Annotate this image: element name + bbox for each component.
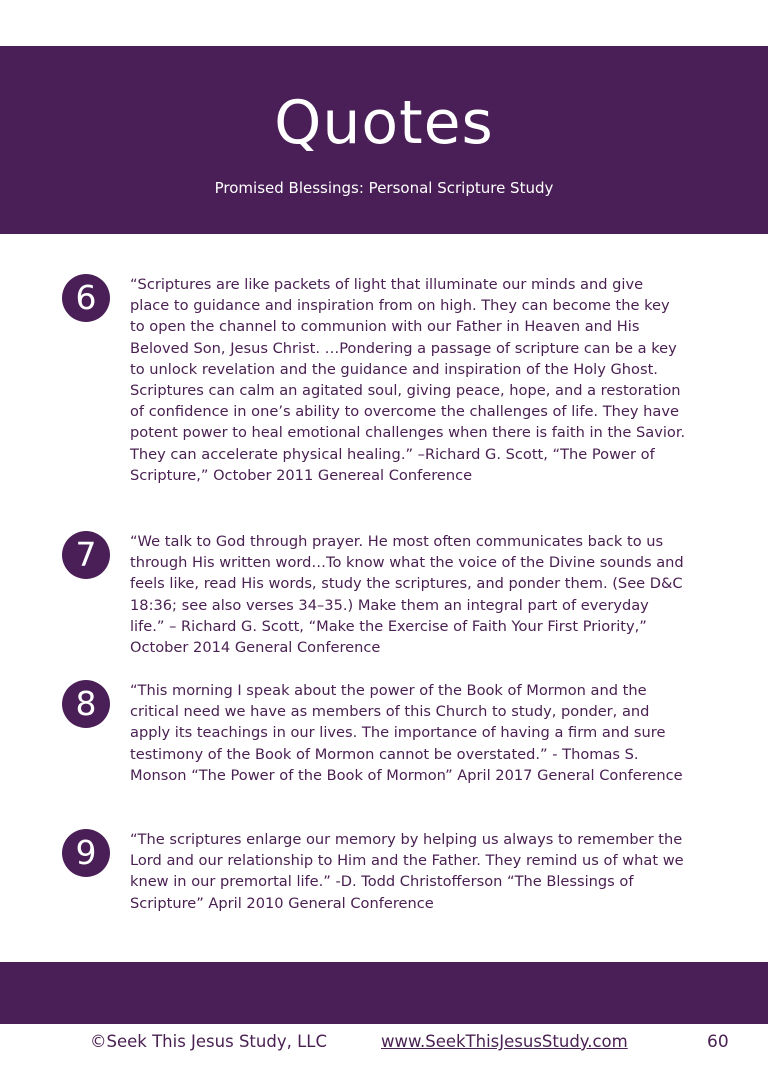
quote-text: “This morning I speak about the power of the Book of Mormon and the critical need we have as members of this Church to study, ponder, and apply its teachings in our lives. The importance of having a firm and sure testimony of the Book of Mormon cannot be overstated.” - Thomas S. Monson “The Power of the Book of Mormon” April 2017 General Conference <box>130 682 683 784</box>
quote-number-badge: 9 <box>62 829 110 877</box>
footer-website-link[interactable]: www.SeekThisJesusStudy.com <box>381 1032 628 1051</box>
quote-number-badge: 7 <box>62 531 110 579</box>
footer-band <box>0 962 768 1024</box>
header-banner <box>0 46 768 234</box>
quote-text: “Scriptures are like packets of light that illuminate our minds and give place to guidance and inspiration from on high. They can become the key to open the channel to communion with our Father in Heaven and His Beloved Son, Jesus Christ. …Pondering a passage of scripture can be a key to unlock revelation and the guidance and inspiration of the Holy Ghost. Scriptures can calm an agitated soul, giving peace, hope, and a restoration of confidence in one’s ability to overcome the challenges of life. They have potent power to heal emotional challenges when there is faith in the Savior. They can accelerate physical healing.” –Richard G. Scott, “The Power of Scripture,” October 2011 Genereal Conference <box>130 276 686 484</box>
page-title: Quotes <box>274 88 494 158</box>
quote-number-badge: 8 <box>62 680 110 728</box>
footer-copyright: ©Seek This Jesus Study, LLC <box>90 1032 327 1051</box>
page-subtitle: Promised Blessings: Personal Scripture Study <box>214 179 554 197</box>
quote-number-badge: 6 <box>62 274 110 322</box>
quote-text: “We talk to God through prayer. He most often communicates back to us through His written word…To know what the voice of the Divine sounds and feels like, read His words, study the scriptures, and ponder them. (See D&C 18:36; see also verses 34–35.) Make them an integral part of everyday life.” – Richard G. Scott, “Make the Exercise of Faith Your First Priority,” October 2014 General Conference <box>130 533 684 657</box>
page-number: 60 <box>707 1032 729 1052</box>
quote-text: “The scriptures enlarge our memory by helping us always to remember the Lord and our relationship to Him and the Father. They remind us of what we knew in our premortal life.” -D. Todd Christofferson “The Blessings of Scripture” April 2010 General Conference <box>130 831 684 912</box>
